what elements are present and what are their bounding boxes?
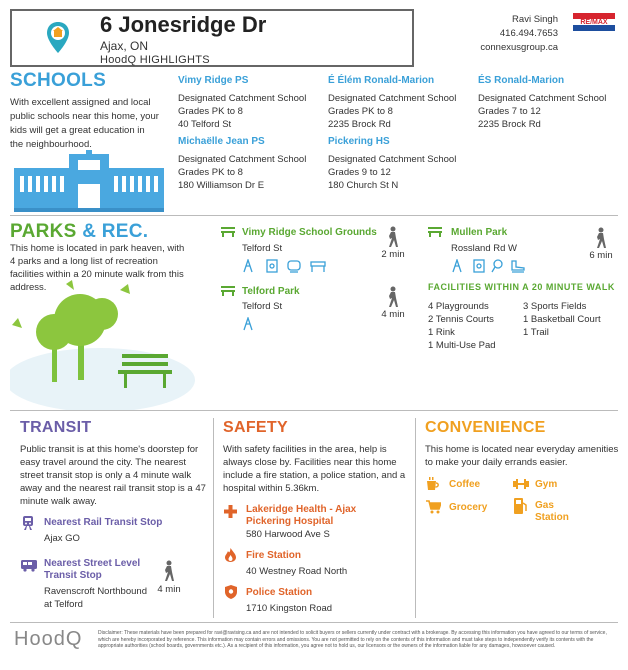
park-name[interactable]: Telford Park [242,286,300,297]
bench-icon [221,227,235,237]
gym-label[interactable]: Gym [535,479,558,490]
address-title: 6 Jonesridge Dr [100,12,267,37]
safety-description: With safety facilities in the area, help is always close by. Facilities near this home include a fire station, a police station, and a hospital within 5.36km. [223,444,406,494]
facilities-list-left [428,300,523,352]
column-divider [213,418,214,618]
street-stop-label-line: Nearest Street Level [44,558,141,569]
school-card[interactable] [328,75,473,131]
school-card[interactable] [478,75,623,131]
gas-station-label[interactable] [535,500,569,524]
school-building-icon [14,150,164,212]
safety-title: SAFETY [223,419,288,436]
schools-title: SCHOOLS [10,70,107,91]
school-name[interactable]: É Élém Ronald-Marion [328,75,435,86]
playground-icon [243,317,255,331]
agent-website[interactable]: connexusgroup.ca [480,42,558,53]
facilities-title: FACILITIES WITHIN A 20 MINUTE WALK [428,282,615,292]
parks-title-b: & REC. [76,221,149,242]
street-stop-line: at Telford [44,599,83,610]
convenience-description: This home is located near everyday amenities to make your daily errands easier. [425,444,619,468]
agent-name: Ravi Singh [512,14,558,25]
school-type: Designated Catchment School [328,93,457,104]
hospital-name-line: Lakeridge Health - Ajax [246,504,357,515]
fire-icon [225,548,236,562]
parks-description: This home is located in park heaven, with 4 parks and a long list of recreation facilities within a 20 minute walk from this address. [10,243,185,293]
brokerage-logo [573,13,615,31]
hospital-name[interactable] [246,504,356,528]
dumbbell-icon [513,479,529,489]
school-card[interactable] [178,136,323,192]
walk-time: 2 min [381,249,405,260]
school-address: 2235 Brock Rd [328,119,391,130]
walking-person-icon [594,227,608,249]
walking-person-icon [162,560,176,582]
gas-station-label-line: Gas [535,500,554,511]
school-grades: Grades PK to 8 [178,106,243,117]
convenience-title: CONVENIENCE [425,419,546,436]
police-station-name[interactable]: Police Station [246,587,313,598]
school-grades: Grades PK to 8 [178,167,243,178]
school-address: 180 Church St N [328,180,399,191]
section-divider [10,215,618,216]
street-stop-line: Ravenscroft Northbound [44,586,147,597]
street-stop-label-line: Transit Stop [44,570,102,581]
park-illustration [10,280,210,410]
grocery-label[interactable]: Grocery [449,502,488,513]
schools-description: With excellent assigned and local public schools near this home, your kids will get a great education in the neighbourhood. [10,97,159,150]
school-card[interactable] [178,75,323,131]
grocery-cart-icon [426,500,441,514]
tennis-skate-icons [452,259,526,273]
walking-person-icon [386,286,400,308]
park-address: Rossland Rd W [451,243,517,254]
bench-icon [428,227,442,237]
school-address: 180 Williamson Dr E [178,180,265,191]
police-badge-icon [225,585,237,599]
facility-item: 1 Rink [428,327,455,338]
playground-icon [243,259,331,273]
walk-time: 6 min [589,250,613,261]
rail-stop-name: Ajax GO [44,533,80,544]
street-stop-name [44,585,147,611]
train-icon [21,516,35,530]
school-type: Designated Catchment School [478,93,607,104]
gas-station-label-line: Station [535,512,569,523]
map-pin-icon [44,20,72,56]
school-grades: Grades 7 to 12 [478,106,541,117]
hoodq-logo: HoodQ [14,628,83,650]
school-address: 40 Telford St [178,119,232,130]
street-stop-label[interactable] [44,558,140,582]
facility-item: 1 Multi-Use Pad [428,340,496,351]
parks-title-a: PARKS [10,221,77,242]
park-name[interactable]: Vimy Ridge School Grounds [242,227,377,238]
facility-item: 3 Sports Fields [523,301,587,312]
school-name[interactable]: Michaëlle Jean PS [178,136,265,147]
walk-time: 4 min [381,309,405,320]
park-address: Telford St [242,243,283,254]
school-address: 2235 Brock Rd [478,119,541,130]
school-type: Designated Catchment School [178,93,307,104]
facility-item: 1 Trail [523,327,549,338]
school-card[interactable] [328,136,473,192]
facilities-list-right [523,300,623,339]
school-grades: Grades PK to 8 [328,106,393,117]
footer-divider [10,622,618,623]
coffee-icon [426,477,440,491]
hospital-address: 580 Harwood Ave S [246,529,330,540]
school-grades: Grades 9 to 12 [328,167,391,178]
facility-item: 4 Playgrounds [428,301,489,312]
park-address: Telford St [242,301,283,312]
agent-phone[interactable]: 416.494.7653 [499,28,558,39]
bench-icon [221,286,235,296]
police-station-address: 1710 Kingston Road [246,603,333,614]
svg-text:RE/MAX: RE/MAX [580,19,608,26]
walk-time: 4 min [157,584,181,595]
walking-person-icon [386,226,400,248]
gas-pump-icon [514,498,527,514]
school-type: Designated Catchment School [178,154,307,165]
column-divider [415,418,416,618]
section-divider [10,410,618,411]
fire-station-address: 40 Westney Road North [246,566,348,577]
parks-title [10,221,148,243]
transit-title: TRANSIT [20,419,92,436]
school-name[interactable]: Pickering HS [328,136,390,147]
school-name[interactable]: Vimy Ridge PS [178,75,249,86]
facility-item: 2 Tennis Courts [428,314,494,325]
disclaimer-text: Disclaimer: These materials have been prepared for ravi@ravising.ca and are not intended to solicit buyers or sellers currently under contract with a brokerage. By accessing this information you have agreed to our terms of service, which are hereby incorporated by reference. This information may contain errors and omissions. You are not permitted to rely on the contents of this information and must take steps to independently verify its contents with the appropriate authorities (school boards, governments etc.). As a recipient of this information, you agree not to hold us, our licensors or the owners of the information liable for any damages, howsoever caused. [98,630,607,649]
rail-stop-label[interactable]: Nearest Rail Transit Stop [44,517,163,528]
school-name[interactable]: ÉS Ronald-Marion [478,75,565,86]
park-name[interactable]: Mullen Park [451,227,508,238]
school-type: Designated Catchment School [328,154,457,165]
transit-description: Public transit is at this home's doorstep for easy travel around the city. The nearest street transit stop is only a 4 minute walk away and the nearest rail transit stop is a 47 minute walk away. [20,444,206,507]
bus-icon [21,560,37,572]
city-label: Ajax, ON [100,39,149,53]
coffee-label[interactable]: Coffee [449,479,481,490]
hospital-cross-icon [224,505,237,518]
fire-station-name[interactable]: Fire Station [246,550,302,561]
facility-item: 1 Basketball Court [523,314,601,325]
highlights-subtitle: HoodQ HIGHLIGHTS [100,54,210,66]
hospital-name-line: Pickering Hospital [246,516,334,527]
